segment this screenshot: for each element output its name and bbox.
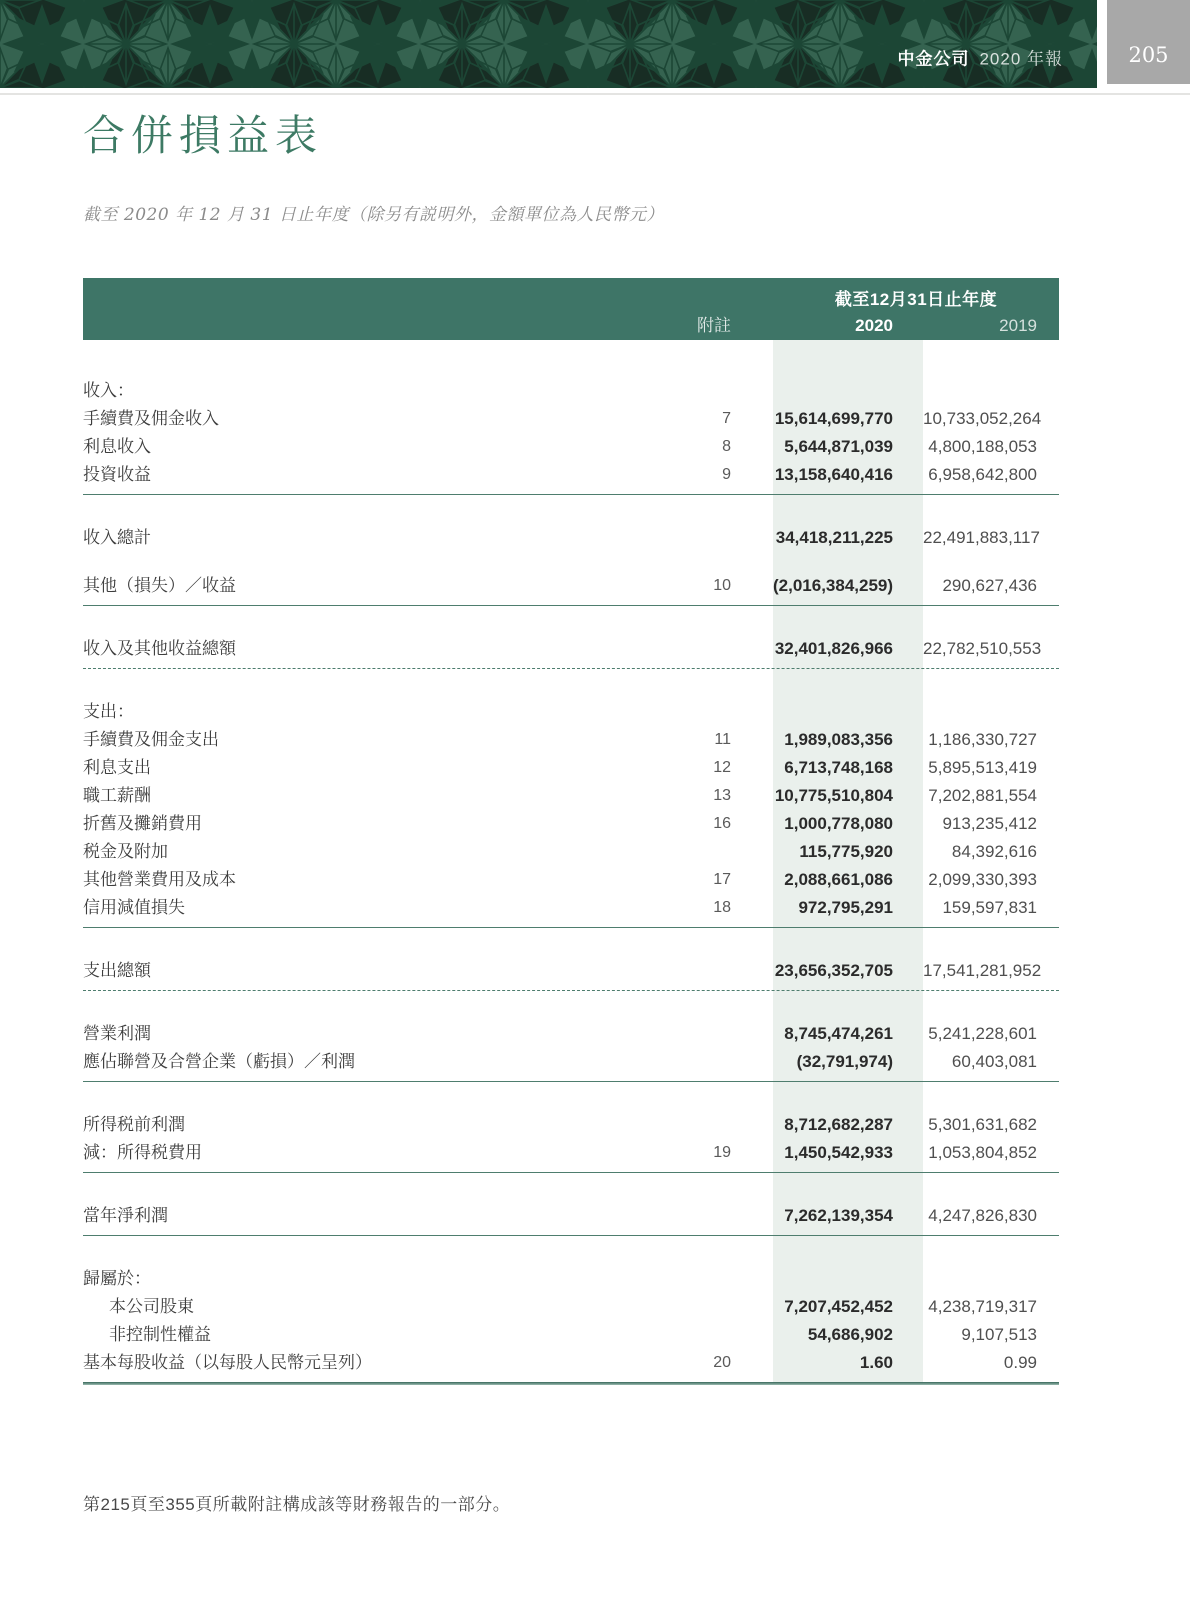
row-spacer	[731, 1048, 773, 1076]
row-label: 收入：	[83, 381, 134, 400]
row-value-2020	[773, 1265, 923, 1293]
row-label: 折舊及攤銷費用	[83, 814, 202, 833]
table-body	[83, 340, 1059, 1385]
row-value-2020: (32,791,974)	[796, 1052, 893, 1071]
table-row	[83, 726, 1059, 754]
row-label: 當年淨利潤	[83, 1206, 168, 1225]
row-value-2019: 4,800,188,053	[928, 437, 1037, 456]
rule-thick	[83, 1382, 1059, 1385]
row-spacer	[731, 782, 773, 810]
table-row	[83, 572, 1059, 600]
row-spacer	[731, 1020, 773, 1048]
row-note: 8	[722, 438, 731, 455]
row-value-2019: 7,202,881,554	[928, 786, 1037, 805]
company-name: 中金公司	[897, 49, 970, 69]
row-value-2020: 23,656,352,705	[774, 961, 893, 980]
row-label: 收入總計	[83, 528, 151, 547]
table-section-row	[83, 377, 1059, 405]
row-label: 職工薪酬	[83, 786, 151, 805]
table-section-row	[83, 1265, 1059, 1293]
row-label: 利息收入	[83, 437, 151, 456]
row-note: 13	[713, 787, 731, 804]
row-spacer	[731, 1202, 773, 1230]
row-value-2019	[923, 1265, 1059, 1293]
table-row	[83, 405, 1059, 433]
row-value-2019: 60,403,081	[951, 1052, 1037, 1071]
page-number-box	[1107, 0, 1190, 84]
income-statement-table	[83, 278, 1059, 1385]
row-note: 16	[713, 815, 731, 832]
row-value-2019: 17,541,281,952	[923, 961, 1042, 980]
row-value-2019: 913,235,412	[942, 814, 1037, 833]
row-value-2020: (2,016,384,259)	[773, 576, 894, 595]
row-note	[649, 1321, 731, 1349]
row-value-2019: 84,392,616	[951, 842, 1037, 861]
row-value-2020: 7,262,139,354	[784, 1206, 893, 1225]
row-spacer	[731, 726, 773, 754]
row-value-2019: 9,107,513	[961, 1325, 1037, 1344]
row-value-2020: 1.60	[859, 1353, 893, 1372]
row-value-2020: 2,088,661,086	[784, 870, 893, 889]
row-note	[649, 524, 731, 552]
row-value-2019: 290,627,436	[942, 576, 1037, 595]
table-row	[83, 838, 1059, 866]
row-label: 税金及附加	[83, 842, 168, 861]
row-note	[649, 1202, 731, 1230]
row-value-2019: 10,733,052,264	[923, 409, 1042, 428]
table-row	[83, 1111, 1059, 1139]
header-divider	[0, 93, 1190, 95]
table-row	[83, 1349, 1059, 1377]
rule-solid	[83, 1081, 1059, 1082]
rule-solid	[83, 1172, 1059, 1173]
row-spacer	[731, 810, 773, 838]
row-value-2019: 22,782,510,553	[923, 639, 1042, 658]
row-value-2019: 159,597,831	[942, 898, 1037, 917]
row-spacer	[731, 405, 773, 433]
row-spacer	[731, 524, 773, 552]
row-label: 本公司股東	[109, 1297, 194, 1316]
row-spacer	[731, 1111, 773, 1139]
row-value-2020: 7,207,452,452	[784, 1297, 893, 1316]
table-header	[83, 278, 1059, 340]
table-row	[83, 866, 1059, 894]
row-value-2020: 115,775,920	[799, 842, 893, 861]
row-note: 12	[713, 759, 731, 776]
row-label: 其他（損失）／收益	[83, 576, 236, 595]
row-value-2020	[773, 377, 923, 405]
row-spacer	[731, 698, 773, 726]
table-row	[83, 1321, 1059, 1349]
page-number: 205	[1128, 43, 1169, 67]
report-year-label: 2020 年報	[979, 49, 1063, 69]
row-label: 利息支出	[83, 758, 151, 777]
row-label: 歸屬於：	[83, 1269, 151, 1288]
row-note	[649, 1265, 731, 1293]
row-spacer	[731, 866, 773, 894]
row-value-2019: 5,241,228,601	[928, 1024, 1037, 1043]
row-note	[649, 957, 731, 985]
table-row	[83, 461, 1059, 489]
table-section-row	[83, 698, 1059, 726]
row-value-2020: 10,775,510,804	[774, 786, 893, 805]
row-note: 18	[713, 899, 731, 916]
header-banner	[0, 0, 1097, 88]
page-title: 合併損益表	[83, 111, 324, 160]
row-value-2020: 1,989,083,356	[784, 730, 893, 749]
report-banner-title	[897, 45, 1063, 70]
row-spacer	[731, 572, 773, 600]
column-header-2019: 2019	[999, 316, 1037, 335]
row-note	[649, 1048, 731, 1076]
row-spacer	[731, 461, 773, 489]
row-value-2019: 2,099,330,393	[928, 870, 1037, 889]
row-spacer	[731, 1321, 773, 1349]
table-row	[83, 635, 1059, 663]
table-row	[83, 1139, 1059, 1167]
row-value-2020: 8,712,682,287	[784, 1115, 893, 1134]
row-spacer	[731, 957, 773, 985]
row-note: 7	[722, 410, 731, 427]
row-spacer	[731, 635, 773, 663]
table-row	[83, 810, 1059, 838]
row-value-2020: 1,000,778,080	[784, 814, 893, 833]
rule-solid	[83, 494, 1059, 495]
row-label: 營業利潤	[83, 1024, 151, 1043]
row-value-2020: 54,686,902	[807, 1325, 893, 1344]
row-label: 手續費及佣金支出	[83, 730, 219, 749]
row-value-2020: 5,644,871,039	[784, 437, 893, 456]
row-value-2020: 34,418,211,225	[775, 528, 893, 547]
row-value-2020: 972,795,291	[798, 898, 893, 917]
table-row	[83, 754, 1059, 782]
column-header-2020: 2020	[855, 316, 893, 335]
row-value-2019: 4,247,826,830	[928, 1206, 1037, 1225]
row-value-2020: 13,158,640,416	[774, 465, 893, 484]
row-spacer	[731, 754, 773, 782]
row-value-2019: 0.99	[1003, 1353, 1037, 1372]
row-value-2020: 32,401,826,966	[774, 639, 893, 658]
row-label: 收入及其他收益總額	[83, 639, 236, 658]
row-spacer	[731, 1293, 773, 1321]
row-label: 支出：	[83, 702, 134, 721]
row-note	[649, 377, 731, 405]
row-label: 應佔聯營及合營企業（虧損）／利潤	[83, 1052, 355, 1071]
table-row	[83, 957, 1059, 985]
row-value-2019	[923, 377, 1059, 405]
row-label: 所得税前利潤	[83, 1115, 185, 1134]
row-label: 手續費及佣金收入	[83, 409, 219, 428]
row-value-2019: 5,301,631,682	[928, 1115, 1037, 1134]
row-value-2020: 1,450,542,933	[784, 1143, 893, 1162]
row-note	[649, 1293, 731, 1321]
row-value-2019	[923, 698, 1059, 726]
row-label: 支出總額	[83, 961, 151, 980]
row-spacer	[731, 377, 773, 405]
row-spacer	[731, 433, 773, 461]
column-header-note: 附註	[697, 316, 731, 335]
row-label: 其他營業費用及成本	[83, 870, 236, 889]
footnote: 第215頁至355頁所載附註構成該等財務報告的一部分。	[83, 1495, 511, 1514]
row-value-2020: 6,713,748,168	[784, 758, 893, 777]
row-label: 投資收益	[83, 465, 151, 484]
row-note	[649, 1020, 731, 1048]
row-spacer	[731, 1349, 773, 1377]
rule-solid	[83, 927, 1059, 928]
row-note: 11	[714, 731, 731, 748]
row-label: 基本每股收益（以每股人民幣元呈列）	[83, 1353, 372, 1372]
table-row	[83, 894, 1059, 922]
row-label: 減：所得税費用	[83, 1143, 202, 1162]
row-note	[649, 1111, 731, 1139]
row-value-2019: 22,491,883,117	[923, 528, 1040, 547]
row-spacer	[731, 1139, 773, 1167]
row-value-2020	[773, 698, 923, 726]
row-note	[649, 698, 731, 726]
rule-solid	[83, 1235, 1059, 1236]
page-subtitle: 截至 2020 年 12 月 31 日止年度（除另有説明外，金額單位為人民幣元）	[83, 205, 664, 225]
row-spacer	[731, 838, 773, 866]
row-value-2019: 1,186,330,727	[928, 730, 1037, 749]
table-row	[83, 524, 1059, 552]
row-value-2020: 15,614,699,770	[774, 409, 893, 428]
period-header: 截至12月31日止年度	[834, 290, 998, 309]
row-spacer	[731, 894, 773, 922]
rule-dashed	[83, 990, 1059, 991]
table-row	[83, 1293, 1059, 1321]
row-note	[649, 838, 731, 866]
table-row	[83, 782, 1059, 810]
rule-solid	[83, 605, 1059, 606]
rule-dashed	[83, 668, 1059, 669]
row-note: 19	[713, 1144, 731, 1161]
table-row	[83, 1202, 1059, 1230]
table-row	[83, 1048, 1059, 1076]
row-value-2019: 1,053,804,852	[928, 1143, 1037, 1162]
row-note: 17	[713, 871, 731, 888]
row-value-2019: 6,958,642,800	[928, 465, 1037, 484]
row-note: 9	[722, 466, 731, 483]
row-value-2020: 8,745,474,261	[784, 1024, 893, 1043]
row-value-2019: 5,895,513,419	[928, 758, 1037, 777]
row-spacer	[731, 1265, 773, 1293]
row-note	[649, 635, 731, 663]
table-row	[83, 1020, 1059, 1048]
row-note: 10	[713, 577, 731, 594]
row-value-2019: 4,238,719,317	[928, 1297, 1037, 1316]
table-row	[83, 433, 1059, 461]
page-header	[0, 0, 1190, 88]
row-label: 非控制性權益	[109, 1325, 211, 1344]
row-label: 信用減值損失	[83, 898, 185, 917]
row-note: 20	[713, 1354, 731, 1371]
